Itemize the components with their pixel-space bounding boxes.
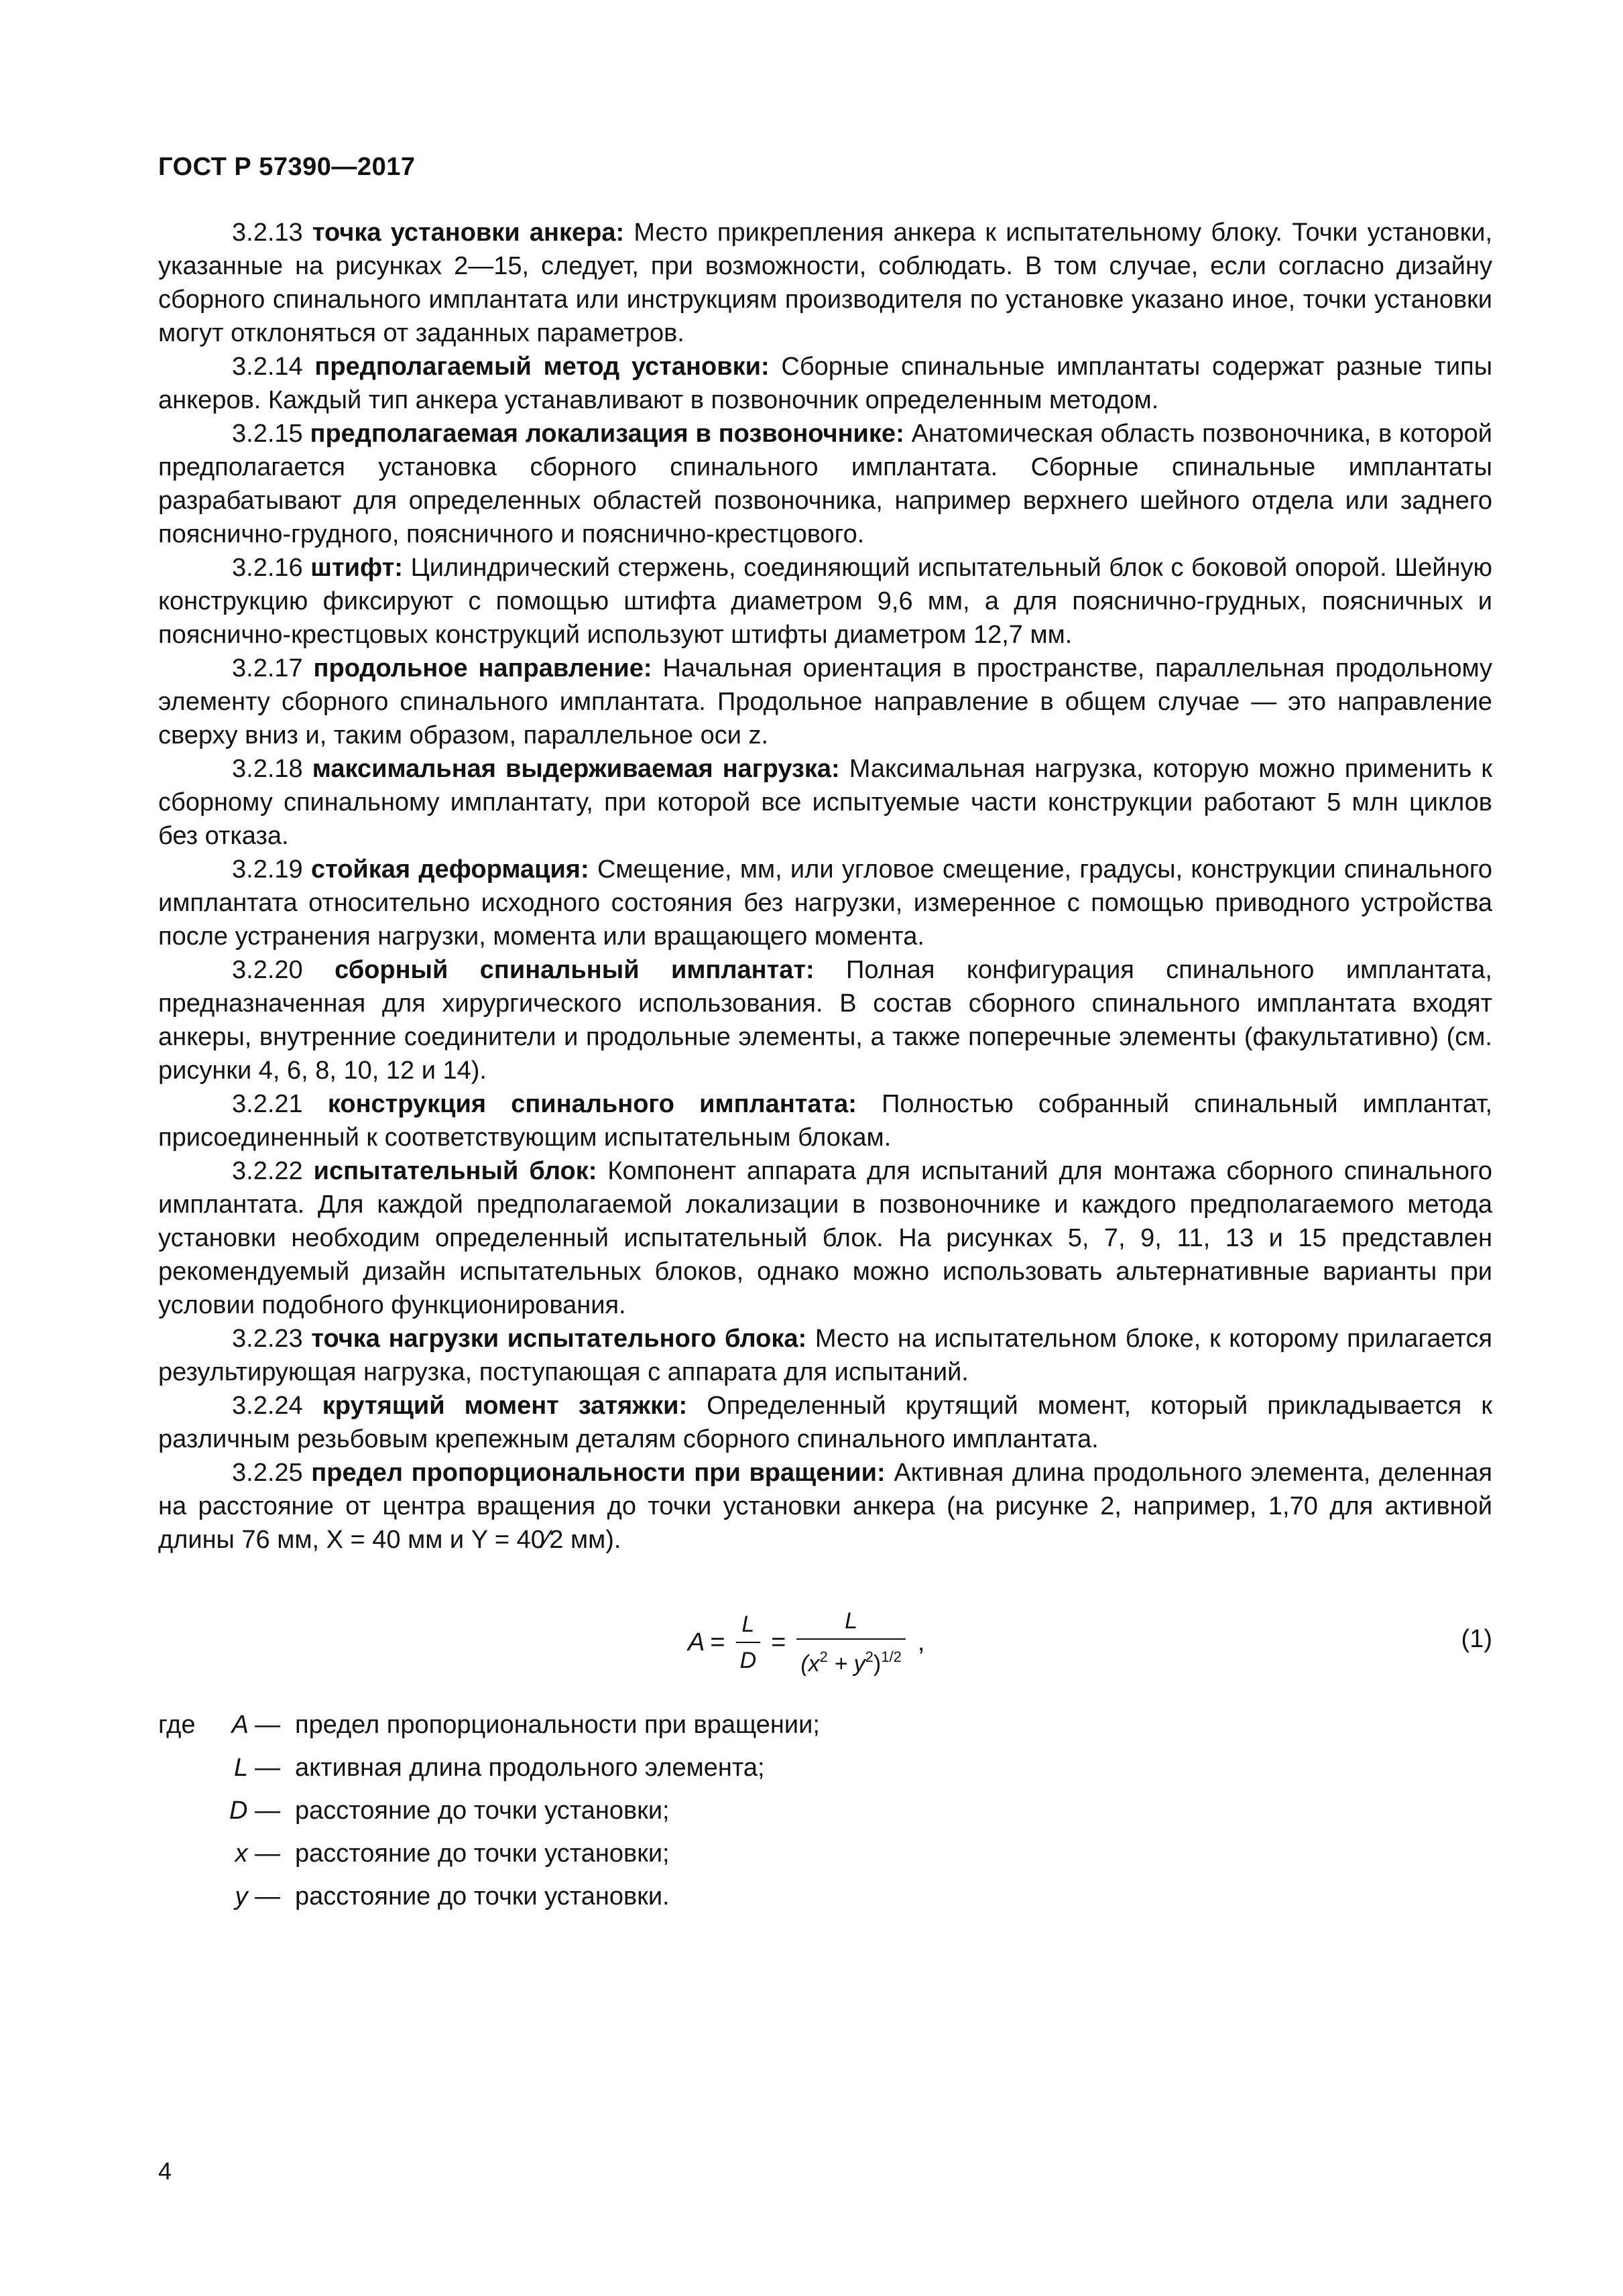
clause-definition: Сборные спинальные имплантаты содержат разные типы анкеров. Каждый тип анкера устанавливают в позвоночник определенным методом.: [158, 353, 1493, 414]
legend-symbol: A —: [231, 1711, 280, 1739]
clause-number: 3.2.14: [232, 353, 303, 381]
clause-term: испытательный блок:: [313, 1157, 597, 1185]
exponent: 2: [819, 1648, 828, 1665]
clause-3-2-21: [158, 1087, 1492, 1154]
clause-definition: Цилиндрический стержень, соединяющий испытательный блок с боковой опорой. Шейную конструкцию фиксируют с помощью штифта диаметром 9,6 мм, а для пояснично-грудных, поясничных и пояснично-крестцовых конструкций используют штифты диаметром 12,7 мм.: [158, 554, 1493, 649]
clause-3-2-15: [158, 417, 1492, 551]
clause-term: предполагаемый метод установки:: [314, 353, 770, 381]
legend-description: расстояние до точки установки.: [295, 1882, 670, 1911]
legend-symbol: x —: [235, 1839, 280, 1868]
denominator-part: (x: [800, 1651, 820, 1677]
clause-3-2-17: [158, 652, 1492, 752]
fraction-denominator: D: [736, 1642, 761, 1678]
clause-number: 3.2.15: [232, 420, 303, 448]
clause-definition: Начальная ориентация в пространстве, параллельная продольному элементу сборного спинального имплантата. Продольное направление в общем случае — это направление сверху вниз и, таким образом, параллельное оси z.: [158, 654, 1493, 749]
clause-definition: Активная длина продольного элемента, деленная на расстояние от центра вращения до точки установки анкера (на рисунке 2, например, 1,70 для активной длины 76 мм, X = 40 мм и Y = 40⁄2 мм).: [158, 1459, 1492, 1554]
clause-term: предел пропорциональности при вращении:: [311, 1459, 886, 1487]
legend-description: активная длина продольного элемента;: [295, 1754, 765, 1782]
clause-term: сборный спинальный имплантат:: [335, 956, 815, 984]
clause-3-2-18: [158, 752, 1492, 853]
clause-number: 3.2.21: [232, 1090, 303, 1118]
clause-3-2-13: [158, 216, 1492, 350]
exponent: 1/2: [881, 1648, 902, 1665]
fraction-numerator: L: [741, 1612, 755, 1637]
clause-number: 3.2.16: [232, 554, 303, 582]
clause-definition: Максимальная нагрузка, которую можно применить к сборному спинальному имплантату, при которой все испытуемые части конструкции работают 5 млн циклов без отказа.: [158, 755, 1492, 850]
formula-expression: [688, 1595, 924, 1689]
clause-number: 3.2.19: [232, 855, 303, 884]
clause-number: 3.2.24: [232, 1392, 303, 1420]
legend-symbol: y —: [235, 1882, 280, 1911]
clause-term: стойкая деформация:: [310, 855, 589, 884]
clause-term: штифт:: [310, 554, 403, 582]
clause-definition: Место на испытательном блоке, к которому прилагается результирующая нагрузка, поступающая с аппарата для испытаний.: [158, 1325, 1493, 1386]
clause-term: конструкция спинального имплантата:: [327, 1090, 857, 1118]
clause-term: максимальная выдерживаемая нагрузка:: [312, 755, 840, 783]
definitions-section: [158, 216, 1492, 1557]
clause-3-2-14: [158, 350, 1492, 417]
formula-number: (1): [1461, 1625, 1492, 1653]
clause-3-2-22: [158, 1154, 1492, 1322]
formula-lhs: A: [688, 1628, 705, 1656]
clause-number: 3.2.18: [232, 755, 303, 783]
legend-description: расстояние до точки установки;: [295, 1839, 670, 1868]
clause-3-2-19: [158, 853, 1492, 953]
exponent: 2: [865, 1648, 874, 1665]
clause-number: 3.2.25: [232, 1459, 303, 1487]
denominator-part: + y: [827, 1651, 865, 1677]
clause-3-2-16: [158, 551, 1492, 652]
clause-3-2-25: [158, 1456, 1492, 1557]
legend-description: предел пропорциональности при вращении;: [295, 1711, 820, 1739]
document-header-standard-id: ГОСТ Р 57390—2017: [158, 153, 416, 181]
clause-definition: Полностью собранный спинальный имплантат, присоединенный к соответствующим испытательным блокам.: [158, 1090, 1493, 1152]
fraction-numerator: L: [845, 1608, 858, 1634]
clause-number: 3.2.13: [232, 219, 303, 247]
clause-number: 3.2.23: [232, 1325, 303, 1353]
clause-definition: Смещение, мм, или угловое смещение, градусы, конструкции спинального имплантата относительно исходного состояния без нагрузки, измеренное с помощью приводного устройства после устранения нагрузки, момента или вращающего момента.: [158, 855, 1493, 951]
clause-term: продольное направление:: [313, 654, 652, 682]
clause-term: точка установки анкера:: [312, 219, 625, 247]
legend-prefix: где: [158, 1711, 196, 1739]
clause-number: 3.2.20: [232, 956, 303, 984]
legend-symbol: L —: [233, 1754, 280, 1782]
denominator-part: ): [873, 1651, 882, 1677]
clause-definition: Анатомическая область позвоночника, в которой предполагается установка сборного спинального имплантата. Сборные спинальные имплантаты разрабатывают для определенных областей позвоночника, например верхнего шейного отдела или заднего пояснично-грудного, поясничного и пояснично-крестцового.: [158, 420, 1492, 548]
clause-3-2-23: [158, 1322, 1492, 1389]
formula-equals: =: [710, 1628, 725, 1656]
clause-definition: Полная конфигурация спинального имплантата, предназначенная для хирургического использования. В состав сборного спинального имплантата входят анкеры, внутренние соединители и продольные элементы, а также поперечные элементы (факультативно) (см. рисунки 4, 6, 8, 10, 12 и 14).: [158, 956, 1492, 1085]
formula-comma: ,: [917, 1628, 925, 1656]
clause-term: предполагаемая локализация в позвоночнике:: [310, 420, 904, 448]
fraction-denominator: [796, 1638, 906, 1681]
clause-3-2-20: [158, 953, 1492, 1087]
legend-symbol: D —: [229, 1797, 280, 1825]
formula-fraction-l-over-root: [796, 1604, 906, 1681]
clause-term: точка нагрузки испытательного блока:: [311, 1325, 807, 1353]
clause-definition: Компонент аппарата для испытаний для монтажа сборного спинального имплантата. Для каждой предполагаемой локализации в позвоночнике и каждого предполагаемого метода установки необходим определенный испытательный блок. На рисунках 5, 7, 9, 11, 13 и 15 представлен рекомендуемый дизайн испытательных блоков, однако можно использовать альтернативные варианты при условии подобного функционирования.: [158, 1157, 1492, 1319]
clause-term: крутящий момент затяжки:: [322, 1392, 688, 1420]
clause-definition: Место прикрепления анкера к испытательному блоку. Точки установки, указанные на рисунках 2—15, следует, при возможности, соблюдать. В том случае, если согласно дизайну сборного спинального имплантата или инструкциям производителя по установке указано иное, точки установки могут отклоняться от заданных параметров.: [158, 219, 1493, 347]
clause-definition: Определенный крутящий момент, который прикладывается к различным резьбовым крепежным деталям сборного спинального имплантата.: [158, 1392, 1493, 1453]
formula-block: [158, 1595, 1492, 1689]
clause-3-2-24: [158, 1389, 1492, 1456]
formula-fraction-l-over-d: [736, 1607, 761, 1678]
formula-equals: =: [771, 1628, 786, 1656]
clause-number: 3.2.22: [232, 1157, 303, 1185]
clause-number: 3.2.17: [232, 654, 303, 682]
legend-description: расстояние до точки установки;: [295, 1797, 670, 1825]
page-number: 4: [158, 2157, 172, 2185]
